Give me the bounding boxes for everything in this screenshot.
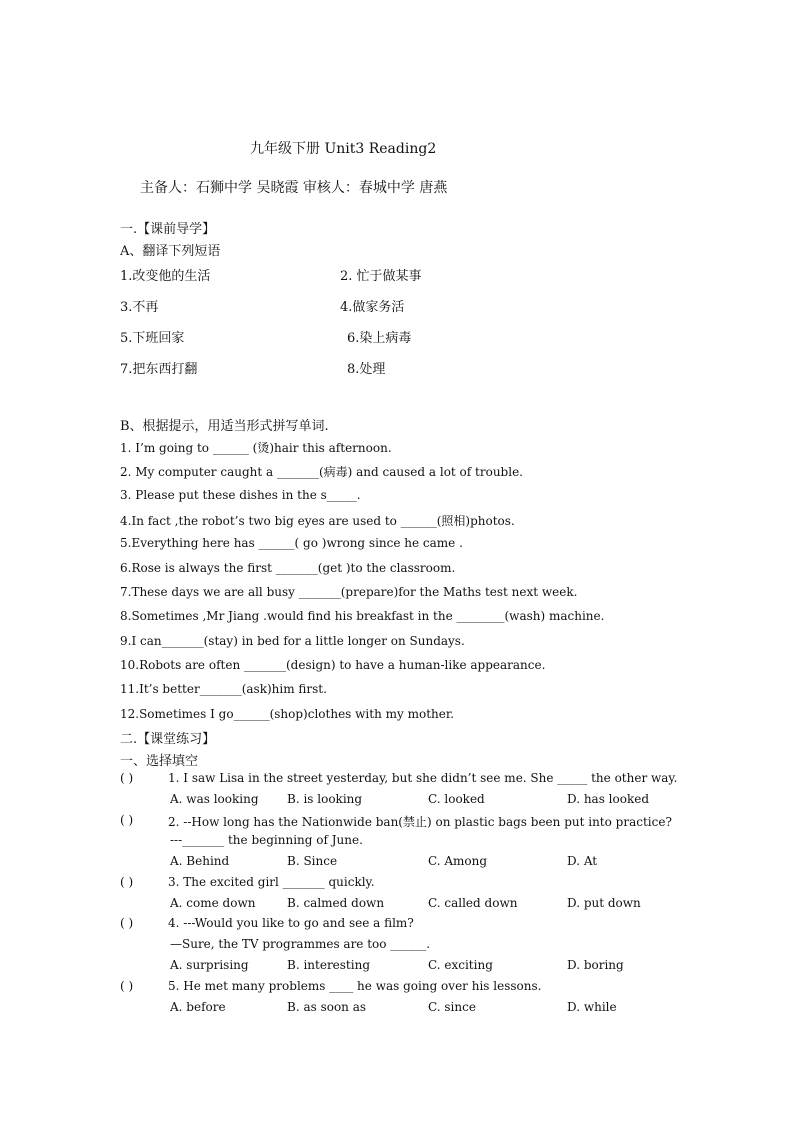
answer-blank[interactable]: ( ): [120, 813, 134, 827]
phrase-item: 8.处理: [347, 362, 386, 377]
option: D. while: [567, 1000, 617, 1014]
option: C. called down: [428, 896, 518, 910]
option: B. interesting: [287, 958, 371, 972]
phrase-item: 1.改变他的生活: [120, 269, 211, 284]
option: B. calmed down: [287, 896, 385, 910]
question-text: 1. I saw Lisa in the street yesterday, but she didn’t see me. She _____ the other way.: [168, 771, 678, 785]
phrase-item: 4.做家务活: [340, 300, 405, 315]
spelling-item: 6.Rose is always the first _______(get )to the classroom.: [120, 561, 456, 575]
answer-blank[interactable]: ( ): [120, 771, 134, 785]
option: A. come down: [170, 896, 256, 910]
spelling-item: 4.In fact ,the robot’s two big eyes are used to ______(照相)photos.: [120, 514, 515, 528]
section2-heading: 二.【课堂练习】: [120, 732, 216, 747]
option: A. was looking: [170, 792, 259, 806]
option: B. Since: [287, 854, 338, 868]
spelling-item: 8.Sometimes ,Mr Jiang .would find his breakfast in the ________(wash) machine.: [120, 609, 605, 623]
phrase-item: 7.把东西打翻: [120, 362, 198, 377]
answer-blank[interactable]: ( ): [120, 875, 134, 889]
answer-blank[interactable]: ( ): [120, 979, 134, 993]
question-text: 4. ---Would you like to go and see a film?: [168, 916, 414, 930]
phrase-item: 2. 忙于做某事: [340, 269, 422, 284]
phrase-item: 6.染上病毒: [347, 331, 412, 346]
option: A. before: [170, 1000, 226, 1014]
option: D. put down: [567, 896, 641, 910]
question-text: ---_______ the beginning of June.: [170, 833, 363, 847]
option: C. looked: [428, 792, 485, 806]
authors-line: 主备人：石狮中学 吴晓霞 审核人：春城中学 唐燕: [140, 180, 448, 196]
spelling-item: 2. My computer caught a _______(病毒) and caused a lot of trouble.: [120, 465, 523, 479]
spelling-item: 3. Please put these dishes in the s_____.: [120, 488, 361, 502]
spelling-item: 12.Sometimes I go______(shop)clothes with my mother.: [120, 707, 455, 721]
option: B. as soon as: [287, 1000, 367, 1014]
spelling-item: 11.It’s better_______(ask)him first.: [120, 682, 327, 696]
question-text: 5. He met many problems ____ he was going over his lessons.: [168, 979, 542, 993]
question-text: —Sure, the TV programmes are too ______.: [170, 937, 431, 951]
answer-blank[interactable]: ( ): [120, 916, 134, 930]
option: C. Among: [428, 854, 488, 868]
spelling-item: 9.I can_______(stay) in bed for a little longer on Sundays.: [120, 634, 465, 648]
section2-subheading: 一、选择填空: [120, 754, 199, 769]
option: C. exciting: [428, 958, 493, 972]
option: D. boring: [567, 958, 624, 972]
question-text: 2. --How long has the Nationwide ban(禁止) on plastic bags been put into practice?: [168, 815, 672, 829]
option: A. Behind: [170, 854, 230, 868]
question-text: 3. The excited girl _______ quickly.: [168, 875, 375, 889]
section1-heading: 一.【课前导学】: [120, 222, 216, 237]
phrase-item: 3.不再: [120, 300, 159, 315]
spelling-item: 7.These days we are all busy _______(prepare)for the Maths test next week.: [120, 585, 578, 599]
spelling-item: 1. I’m going to ______ (烫)hair this afternoon.: [120, 441, 392, 455]
page-title: 九年级下册 Unit3 Reading2: [250, 141, 437, 157]
option: B. is looking: [287, 792, 363, 806]
option: A. surprising: [170, 958, 249, 972]
partB-heading: B、根据提示，用适当形式拼写单词.: [120, 419, 329, 434]
partA-heading: A、翻译下列短语: [120, 244, 221, 259]
option: D. At: [567, 854, 598, 868]
option: D. has looked: [567, 792, 650, 806]
option: C. since: [428, 1000, 476, 1014]
phrase-item: 5.下班回家: [120, 331, 185, 346]
spelling-item: 5.Everything here has ______( go )wrong since he came .: [120, 536, 463, 550]
spelling-item: 10.Robots are often _______(design) to have a human-like appearance.: [120, 658, 546, 672]
